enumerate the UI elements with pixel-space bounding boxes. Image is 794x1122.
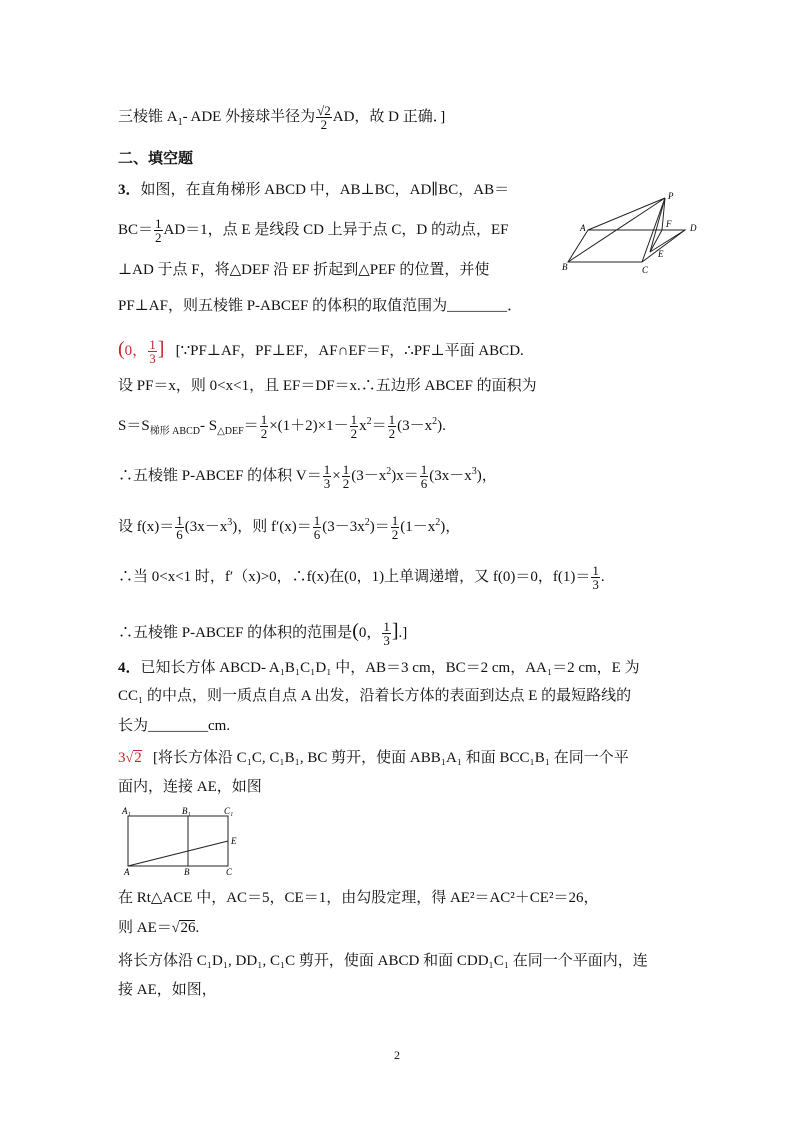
answer-3-line: 设 PF＝x，则 0<x<1，且 EF＝DF＝x.∴五边形 ABCEF 的面积为 (118, 378, 537, 394)
label-b1: B₁ (182, 806, 191, 816)
page-number: 2 (394, 1048, 400, 1062)
label-a1: A₁ (122, 806, 131, 816)
text-line: 三棱锥 $A_1-$ ADE 外接球半径为 $\frac{√2}{2}$ AD，故 D 正确．] (118, 103, 446, 132)
answer-3-line: ∴当 0<x<1 时，f′（x)>0，∴f(x)在(0，1)上单调递增，又 f(0)＝0，f(1)＝ $\frac{1}{3}$ . (118, 563, 605, 592)
answer-4-line: 3√2 [将长方体沿 C₁C, C₁B₁, BC 剪开，使面 ABB₁A₁ 和面 BCC₁B₁ 在同一个平 (118, 750, 629, 766)
answer-4-line: 将长方体沿 C₁D₁, DD₁, C₁C 剪开，使面 ABCD 和面 CDD₁C₁ 在同一个平面内，连 (118, 953, 648, 969)
figure-pyramid (560, 190, 710, 280)
question-3-line: 3．如图，在直角梯形 ABCD 中，AB⊥BC，AD∥BC，AB＝ (118, 182, 510, 198)
question-3-line: BC＝ $\frac{1}{2}$ AD＝1，点 E 是线段 CD 上异于点 C，D 的动点，EF (118, 216, 509, 245)
label-f: F (666, 219, 672, 229)
label-b: B (184, 867, 190, 876)
label-c: C (642, 265, 649, 275)
question-4-line: CC₁ 的中点，则一质点自点 A 出发，沿着长方体的表面到达点 E 的最短路线的 (118, 688, 632, 704)
answer-3-line: ∴五棱锥 P-ABCEF 的体积 V＝ $\frac{1}{3}$ × $\frac{1}{2}$ $(3-x^2)x=$ $\frac{1}{6}$ $(3x-x^3)$， (118, 462, 497, 492)
label-a: A (124, 867, 130, 876)
question-3-line: ⊥AD 于点 F，将△DEF 沿 EF 折起到△PEF 的位置，并使 (118, 262, 490, 278)
question-3-line: PF⊥AF，则五棱锥 P-ABCEF 的体积的取值范围为________． (118, 298, 523, 314)
label-c: C (226, 867, 233, 876)
label-e: E (231, 836, 237, 846)
question-4-line: 长为________cm. (118, 718, 231, 734)
label-c1: C₁ (224, 806, 234, 816)
answer-4-line: 接 AE，如图， (118, 982, 217, 998)
answer-3-line: ∴五棱锥 P-ABCEF 的体积的范围是(0， $\frac{1}{3}$ ].] (118, 619, 408, 648)
answer-3-line: 设 f(x)＝ $\frac{1}{6}$ $(3x-x^3)$，则 f′(x)＝ $\frac{1}{6}$ $(3-3x^2)=$ $\frac{1}{2}$ $(1-x^2)$， (118, 513, 461, 543)
label-p: P (668, 191, 674, 201)
answer-4-line: 在 Rt△ACE 中，AC＝5，CE＝1，由勾股定理，得 AE²＝AC²＋CE²＝26， (118, 890, 599, 906)
label-d: D (690, 223, 697, 233)
label-a: A (580, 223, 586, 233)
label-b: B (562, 262, 568, 272)
label-e: E (658, 249, 664, 259)
section-heading: 二、填空题 (118, 151, 194, 167)
question-4-line: 4．已知长方体 ABCD- A₁B₁C₁D₁ 中，AB＝3 cm，BC＝2 cm，AA₁＝2 cm，E 为 (118, 660, 640, 676)
answer-4-line: 则 AE＝√26. (118, 920, 200, 936)
figure-unfold-rect (120, 806, 250, 876)
answer-4-line: 面内，连接 AE，如图 (118, 779, 262, 795)
answer-3-line: $S=S_{梯形 ABCD}-$ $S_{\triangle DEF}=$ $\frac{1}{2}$ ×(1＋2)×1－ $\frac{1}{2}$ $x^2=$ $\frac{1}{2}$ $(3-x^2)$. (118, 412, 446, 442)
answer-3-line: (0， $\frac{1}{3}$ ] [∵PF⊥AF，PF⊥EF，AF∩EF＝F，∴PF⊥平面 ABCD. (118, 337, 524, 366)
